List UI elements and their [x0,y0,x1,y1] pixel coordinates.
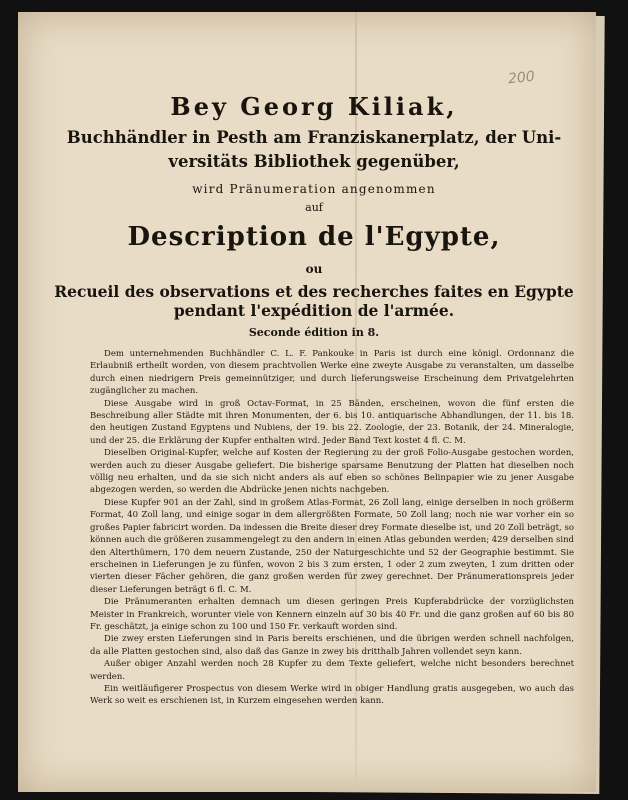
paragraph: Außer obiger Anzahl werden noch 28 Kupfer zu dem Texte geliefert, welche nicht besonders berechnet werden. [90,659,574,682]
paragraph: Die zwey ersten Lieferungen sind in Paris bereits erschienen, und die übrigen werden schnell nachfolgen, da alle Platten gestochen sind, also daß das Ganze in zwey bis dritthalb Jahren vollendet seyn kann. [90,634,574,657]
paragraph: Die Pränumeranten erhalten demnach um diesen geringen Preis Kupferabdrücke der vorzüglichsten Meister in Frankreich, worunter viele von Kennern einzeln auf 30 bis 40 Fr. und die ganz großen auf 60 bis 80 Fr. geschätzt, ja einige schon zu 100 und 150 Fr. verkauft worden sind. [90,597,574,632]
work-subtitle-2: pendant l'expédition de l'armée. [173,301,455,320]
paragraph: Ein weitläufigerer Prospectus von diesem Werke wird in obiger Handlung gratis ausgegeben, wo auch das Werk so weit es erschienen ist, in Kurzem eingesehen werden kann. [90,683,574,707]
body-text [90,348,574,708]
heading-address-1: Buchhändler in Pesth am Franziskanerplatz, der Uni- [66,128,562,147]
title-ou: ou [305,262,323,276]
paragraph: Diese Kupfer 901 an der Zahl, sind in großem Atlas-Format, 26 Zoll lang, einige derselben in noch größerm Format, 40 Zoll lang, und einige sogar in dem allergrößten Formate, 50 Zoll lang; noch nie war vorher ein so großes Papier fabricirt worden. Da indessen die Breite dieser drey Formate dieselbe ist, und 20 Zoll beträgt, so können auch die größeren zusammengelegt zu den andern in einen Atlas gebunden werden; 429 derselben sind den Alterthümern, 170 dem neuern Zustande, 250 der Naturgeschichte und 52 der Geographie bestimmt. Sie erscheinen in Lieferungen je zu fünfen, wovon 2 bis 3 zum ersten, 1 oder 2 zum zweyten, 1 zum dritten oder vierten dieser Fächer gehören, die ganz großen werden für zwey gerechnet. Der Pränumerationspreis jeder dieser Lieferungen beträgt 6 fl. C. M. [90,497,574,595]
paragraph: Diese Ausgabe wird in groß Octav-Format, in 25 Bänden, erscheinen, wovon die fünf ersten die Beschreibung aller Städte mit ihren Monumenten, der 6. bis 10. antiquarische Abhandlungen, der 11. bis 18. den heutigen Zustand Egyptens und Nubiens, der 19. bis 22. Zoologie, der 23. Botanik, der 24. Mineralogie, und der 25. die Erklärung der Kupfer enthalten wird. Jeder Band Text kostet 4 fl. C. M. [90,398,574,446]
paragraph: Dieselben Original-Kupfer, welche auf Kosten der Regierung zu der groß Folio-Ausgabe gestochen worden, werden auch zu dieser Ausgabe geliefert. Die bisherige sparsame Benutzung der Platten hat dieselben noch völlig neu erhalten, und da sie sich nicht anders als auf eben so schönes Belinpapier wie zu jener Ausgabe abgezogen werden, so werden die Abdrücke jenen nichts nachgeben. [90,448,574,496]
paragraph: Dem unternehmenden Buchhändler C. L. F. Pankouke in Paris ist durch eine königl. Ordonnanz die Erlaubniß ertheilt worden, von diesem prachtvollen Werke eine zweyte Ausgabe zu veranstalten, um dasselbe durch einen niedrigern Preis gemeinnütziger, und durch lieferungsweise Erscheinung dem Privatgelehrten zugänglicher zu machen. [90,349,574,397]
edition-line: Seconde édition in 8. [248,326,380,339]
work-subtitle-1: Recueil des observations et des recherches faites en Egypte [54,282,574,301]
heading-publisher: Bey Georg Kiliak, [170,92,458,121]
pencil-note: 200 [507,68,536,88]
work-title: Description de l'Egypte, [127,222,501,252]
heading-subscription: wird Pränumeration angenommen [192,182,436,196]
heading-address-2: versitäts Bibliothek gegenüber, [168,152,460,171]
heading-auf: auf [305,201,323,214]
